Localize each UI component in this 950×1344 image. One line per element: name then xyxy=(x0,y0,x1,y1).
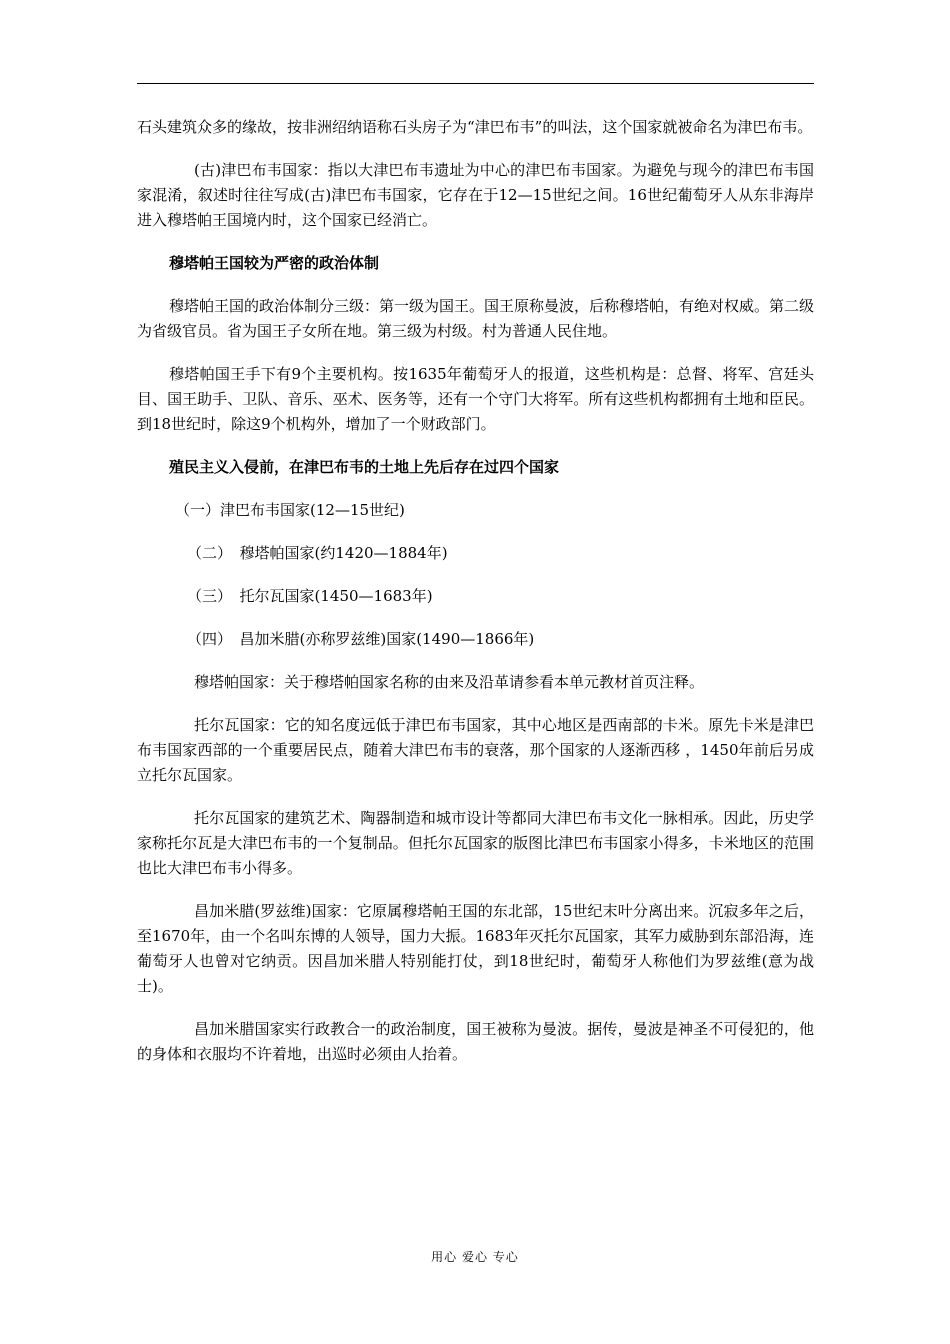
paragraph-nine-institutions: 穆塔帕国王手下有9个主要机构。按1635年葡萄牙人的报道，这些机构是：总督、将军、宫廷头目、国王助手、卫队、音乐、巫术、医务等，还有一个守门大将军。所有这些机构都拥有土地和臣民。到18世纪时，除这9个机构外，增加了一个财政部门。 xyxy=(137,365,814,433)
list-item-state-4: （四） 昌加米腊(亦称罗兹维)国家(1490—1866年) xyxy=(187,630,535,648)
list-item-state-2: （二） 穆塔帕国家(约1420—1884年) xyxy=(187,544,448,562)
paragraph-changamire-politics: 昌加米腊国家实行政教合一的政治制度，国王被称为曼波。据传，曼波是神圣不可侵犯的，他的身体和衣服均不许着地，出巡时必须由人抬着。 xyxy=(137,1020,814,1063)
paragraph-torwa-culture: 托尔瓦国家的建筑艺术、陶器制造和城市设计等都同大津巴布韦文化一脉相承。因此，历史学家称托尔瓦是大津巴布韦的一个复制品。但托尔瓦国家的版图比津巴布韦国家小得多，卡米地区的范围也比大津巴布韦小得多。 xyxy=(137,809,814,877)
section-heading-four-states: 殖民主义入侵前，在津巴布韦的土地上先后存在过四个国家 xyxy=(169,458,560,476)
list-item-state-1: （一）津巴布韦国家(12—15世纪) xyxy=(175,501,405,519)
page-footer: 用心 爱心 专心 xyxy=(431,1250,519,1264)
paragraph-mutapa-state: 穆塔帕国家：关于穆塔帕国家名称的由来及沿革请参看本单元教材首页注释。 xyxy=(194,673,705,691)
paragraph-ancient-zimbabwe: (古)津巴布韦国家：指以大津巴布韦遗址为中心的津巴布韦国家。为避免与现今的津巴布韦国家混淆，叙述时往往写成(古)津巴布韦国家，它存在于12—15世纪之间。16世纪葡萄牙人从东非海岸进入穆塔帕王国境内时，这个国家已经消亡。 xyxy=(137,161,814,229)
document-body xyxy=(137,115,814,1067)
paragraph-changamire-state: 昌加米腊(罗兹维)国家：它原属穆塔帕王国的东北部，15世纪末叶分离出来。沉寂多年之后，至1670年，由一个名叫东博的人领导，国力大振。1683年灭托尔瓦国家，其军力威胁到东部沿海，连葡萄牙人也曾对它纳贡。因昌加米腊人特别能打仗，到18世纪时，葡萄牙人称他们为罗兹维(意为战士)。 xyxy=(137,902,814,995)
list-item-state-3: （三） 托尔瓦国家(1450—1683年) xyxy=(187,587,433,605)
paragraph-political-system: 穆塔帕王国的政治体制分三级：第一级为国王。国王原称曼波，后称穆塔帕，有绝对权威。第二级为省级官员。省为国王子女所在地。第三级为村级。村为普通人民住地。 xyxy=(137,297,815,340)
paragraph-torwa-state: 托尔瓦国家：它的知名度远低于津巴布韦国家，其中心地区是西南部的卡米。原先卡米是津巴布韦国家西部的一个重要居民点，随着大津巴布韦的衰落，那个国家的人逐渐西移 ，1450年前后另成立托尔瓦国家。 xyxy=(137,716,814,784)
section-heading-mutapa-politics: 穆塔帕王国较为严密的政治体制 xyxy=(169,254,380,272)
paragraph-continuation: 石头建筑众多的缘故，按非洲绍纳语称石头房子为“津巴布韦”的叫法，这个国家就被命名为津巴布韦。 xyxy=(137,118,813,136)
header-rule xyxy=(137,83,814,84)
